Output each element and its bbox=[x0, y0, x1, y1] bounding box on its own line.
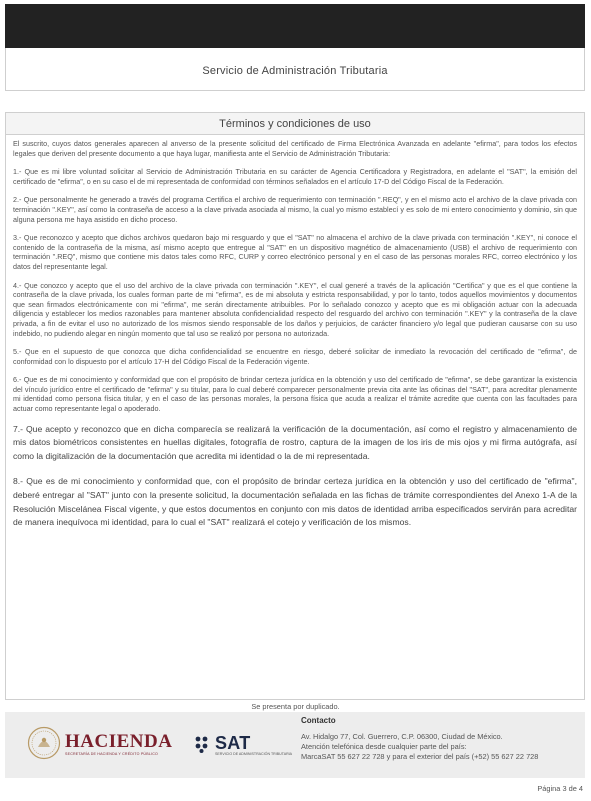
contact-phone-line-2: MarcaSAT 55 627 22 728 y para el exterior del país (+52) 55 627 22 728 bbox=[301, 752, 539, 761]
terms-clause-8: 8.- Que es de mi conocimiento y conformidad que, con el propósito de brindar certeza jurídica en la obtención y uso del certificado de "efirma", deberé entregar al "SAT" junto con la presente solicitud, la documentación señalada en las fichas de trámite correspondientes del Anexo 1-A de la Resolución Miscelánea Fiscal vigente, y que estos documentos en conjunto con mis datos de identidad arriba especificados servirán para acreditar de manera inequívoca mi identidad, para lo cual el "SAT" realizará el cotejo y verificación de los mismos. bbox=[13, 476, 577, 528]
terms-clause-6: 6.- Que es de mi conocimiento y conformidad que con el propósito de brindar certeza jurídica en la obtención y uso del certificado de "efirma", se debe garantizar la existencia del vínculo jurídico entre el certificado de "efirma" y su titular, para lo cual deberé comparecer personalmente previa cita ante las oficinas del "SAT", para acreditar plenamente mi identidad como persona física titular, y en el caso de las personas morales, la persona física que acuda a realizar el trámite acredite que cuenta con las facultades para actuar como representante legal o apoderado. bbox=[13, 375, 577, 414]
duplicate-note: Se presenta por duplicado. bbox=[251, 702, 340, 711]
terms-clause-2: 2.- Que personalmente he generado a través del programa Certifica el archivo de requerimiento con terminación ".REQ", y en el mismo acto el archivo de la clave privada con terminación ".KEY", así como la contraseña de acceso a la clave privada asociada al mismo, la cual yo mismo establecí y es solo de mi entero conocimiento y dominio, sin que alguna persona me haya asistido en dicho proceso. bbox=[13, 195, 577, 224]
terms-section bbox=[5, 112, 585, 700]
terms-body bbox=[6, 135, 584, 530]
sat-mark-icon bbox=[193, 734, 213, 754]
contact-phone-line-1: Atención telefónica desde cualquier parte del país: bbox=[301, 742, 467, 751]
header-box bbox=[5, 48, 585, 91]
header-title: Servicio de Administración Tributaria bbox=[202, 65, 388, 77]
sat-logo-subtitle: SERVICIO DE ADMINISTRACIÓN TRIBUTARIA bbox=[215, 752, 293, 756]
terms-title: Términos y condiciones de uso bbox=[6, 113, 584, 135]
terms-clause-1: 1.- Que es mi libre voluntad solicitar al Servicio de Administración Tributaria en su carácter de Agencia Certificadora y Registradora, en adelante el "SAT", la emisión del certificado de "efirma", o en su caso el de mi representada de conformidad con términos señalados en el artículo 17-D del Código Fiscal de la Federación. bbox=[13, 167, 577, 186]
contact-address: Av. Hidalgo 77, Col. Guerrero, C.P. 06300, Ciudad de México. bbox=[301, 732, 503, 741]
terms-intro: El suscrito, cuyos datos generales aparecen al anverso de la presente solicitud del certificado de Firma Electrónica Avanzada en adelante "efirma", para todos los efectos legales que deriven del presente documento a que haya lugar, manifiesta ante el Servicio de Administración Tributaria: bbox=[13, 139, 577, 158]
sat-logo: SAT bbox=[215, 733, 251, 753]
footer bbox=[5, 712, 585, 778]
terms-clause-5: 5.- Que en el supuesto de que conozca que dicha confidencialidad se encuentre en riesgo, deberé solicitar de inmediato la revocación del certificado de "efirma", de conformidad con lo dispuesto por el artículo 17-H del Código Fiscal de la Federación vigente. bbox=[13, 347, 577, 366]
terms-clause-3: 3.- Que reconozco y acepto que dichos archivos quedaron bajo mi resguardo y que el "SAT" no almacena el archivo de la clave privada con terminación ".KEY", ni conoce el contenido de la contraseña de la misma, así mismo acepto que entregue al "SAT" en un dispositivo magnético de almacenamiento (USB) el archivo de requerimiento con terminación ".REQ", mismo que contiene mis datos tales como RFC, CURP y correo electrónico personal y en el caso de las personas morales RFC, correo electrónico y los datos del representante legal. bbox=[13, 233, 577, 271]
page-number: Página 3 de 4 bbox=[537, 784, 583, 793]
top-bar bbox=[5, 4, 585, 48]
terms-clause-7: 7.- Que acepto y reconozco que en dicha comparecía se realizará la verificación de la documentación, así como el registro y almacenamiento de mis datos biométricos consistentes en huellas digitales, fotografía de rostro, captura de la imagen de los iris de mis ojos y mi firma autógrafa, así como la digitalización de la documentación que acredita mi identidad o la de mi representada. bbox=[13, 423, 577, 462]
terms-clause-4: 4.- Que conozco y acepto que el uso del archivo de la clave privada con terminación ".KEY", el cual generé a través de la aplicación "Certifica" y que es el que contiene la contraseña de la clave privada, los cuales forman parte de mi "efirma", es de mi absoluta y estricta responsabilidad, y por lo tanto, todos aquellos movimientos y documentos que sean firmados electrónicamente con mi "efirma", me serán directamente atribuibles. Por lo señalado conozco y acepto que es mi obligación actuar con la adecuada diligencia y establecer los medios razonables para mantener absoluta confidencialidad respecto del resguardo del archivo con terminación ".KEY" y la contraseña de la clave privada, a fin de evitar el uso no autorizado de los mismos siendo responsable de los daños y perjuicios, de carácter financiero y/o legal que pudieran causarse con su uso indebido, no pudiendo alegar en ningún momento que tal uso se realizó por persona no autorizada. bbox=[13, 280, 577, 338]
hacienda-logo-subtitle: SECRETARÍA DE HACIENDA Y CRÉDITO PÚBLICO bbox=[65, 752, 159, 756]
hacienda-logo: HACIENDA bbox=[65, 731, 173, 752]
hacienda-seal-icon bbox=[27, 726, 61, 760]
contact-title: Contacto bbox=[301, 716, 336, 725]
